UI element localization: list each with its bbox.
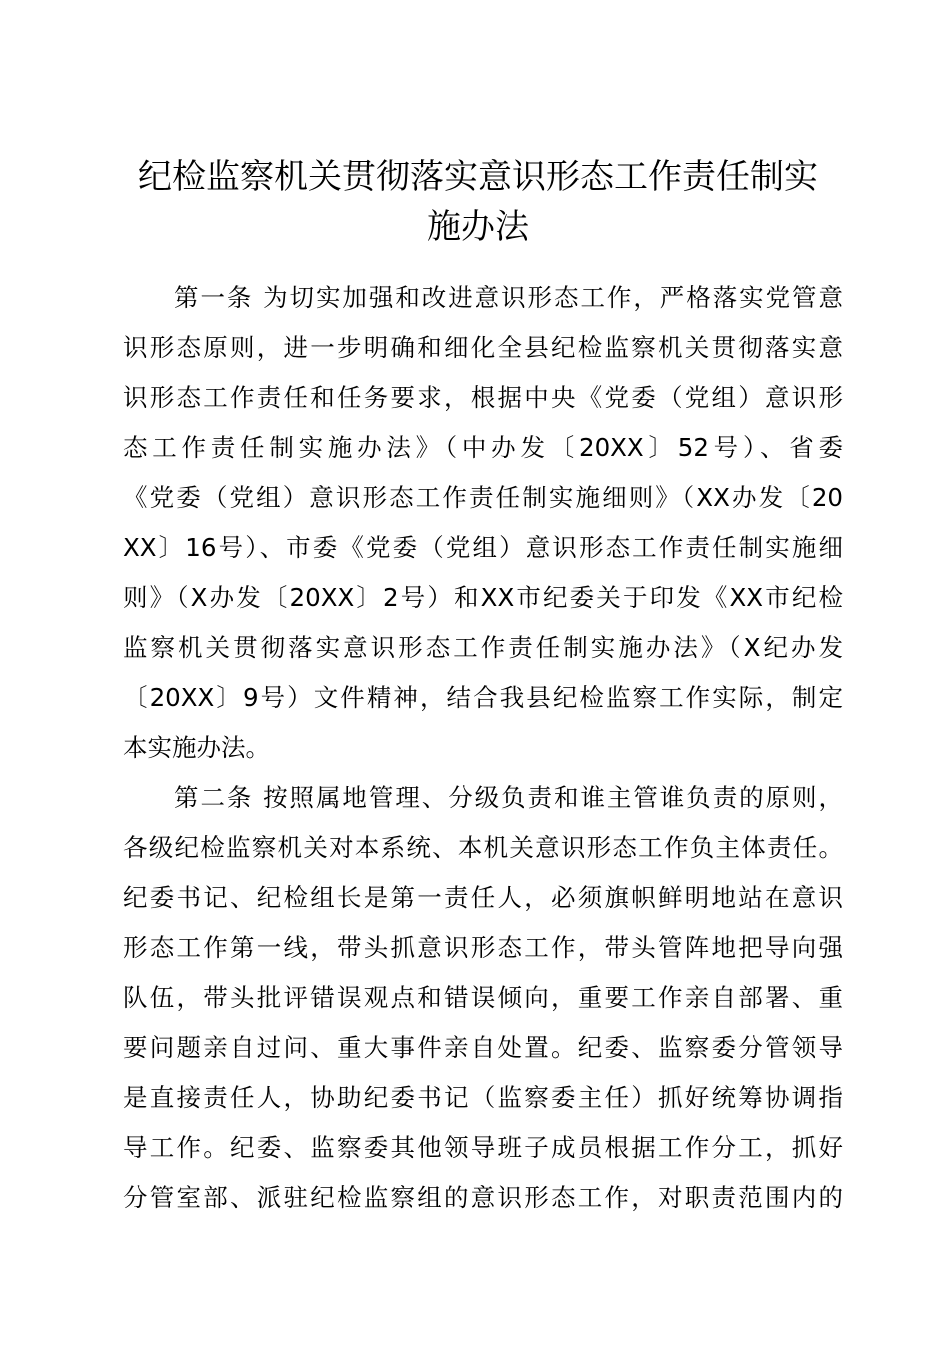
document-title-line-2: 施办法: [427, 207, 529, 247]
article-1-line: 识形态工作责任和任务要求，根据中央《党委（党组）意识形: [123, 383, 843, 412]
article-2-line: 导工作。纪委、监察委其他领导班子成员根据工作分工，抓好: [123, 1133, 843, 1162]
article-1-line: 态工作责任制实施办法》（中办发〔20XX〕52号）、省委: [123, 433, 843, 462]
article-2-line: 队伍，带头批评错误观点和错误倾向，重要工作亲自部署、重: [123, 983, 843, 1012]
article-2-line: 纪委书记、纪检组长是第一责任人，必须旗帜鲜明地站在意识: [123, 883, 843, 912]
article-1-line: XX〕16号）、市委《党委（党组）意识形态工作责任制实施细: [123, 533, 843, 562]
article-2-line: 要问题亲自过问、重大事件亲自处置。纪委、监察委分管领导: [123, 1033, 843, 1062]
article-2-line: 分管室部、派驻纪检监察组的意识形态工作，对职责范围内的: [123, 1183, 843, 1212]
article-1-line: 识形态原则，进一步明确和细化全县纪检监察机关贯彻落实意: [123, 333, 843, 362]
article-1-line: 《党委（党组）意识形态工作责任制实施细则》（XX办发〔20: [123, 483, 843, 512]
article-1-line: 第一条 为切实加强和改进意识形态工作，严格落实党管意: [174, 283, 843, 312]
article-2-line: 第二条 按照属地管理、分级负责和谁主管谁负责的原则，: [174, 783, 843, 812]
article-1-line: 〔20XX〕9号）文件精神，结合我县纪检监察工作实际，制定: [123, 683, 843, 712]
document-title-line-1: 纪检监察机关贯彻落实意识形态工作责任制实: [138, 157, 818, 197]
article-1-line: 本实施办法。: [123, 733, 270, 762]
article-2-line: 是直接责任人，协助纪委书记（监察委主任）抓好统筹协调指: [123, 1083, 843, 1112]
article-2-line: 各级纪检监察机关对本系统、本机关意识形态工作负主体责任。: [123, 833, 843, 862]
article-1-line: 监察机关贯彻落实意识形态工作责任制实施办法》（X纪办发: [123, 633, 843, 662]
article-2-line: 形态工作第一线，带头抓意识形态工作，带头管阵地把导向强: [123, 933, 843, 962]
article-1-line: 则》（X办发〔20XX〕2号）和XX市纪委关于印发《XX市纪检: [123, 583, 843, 612]
